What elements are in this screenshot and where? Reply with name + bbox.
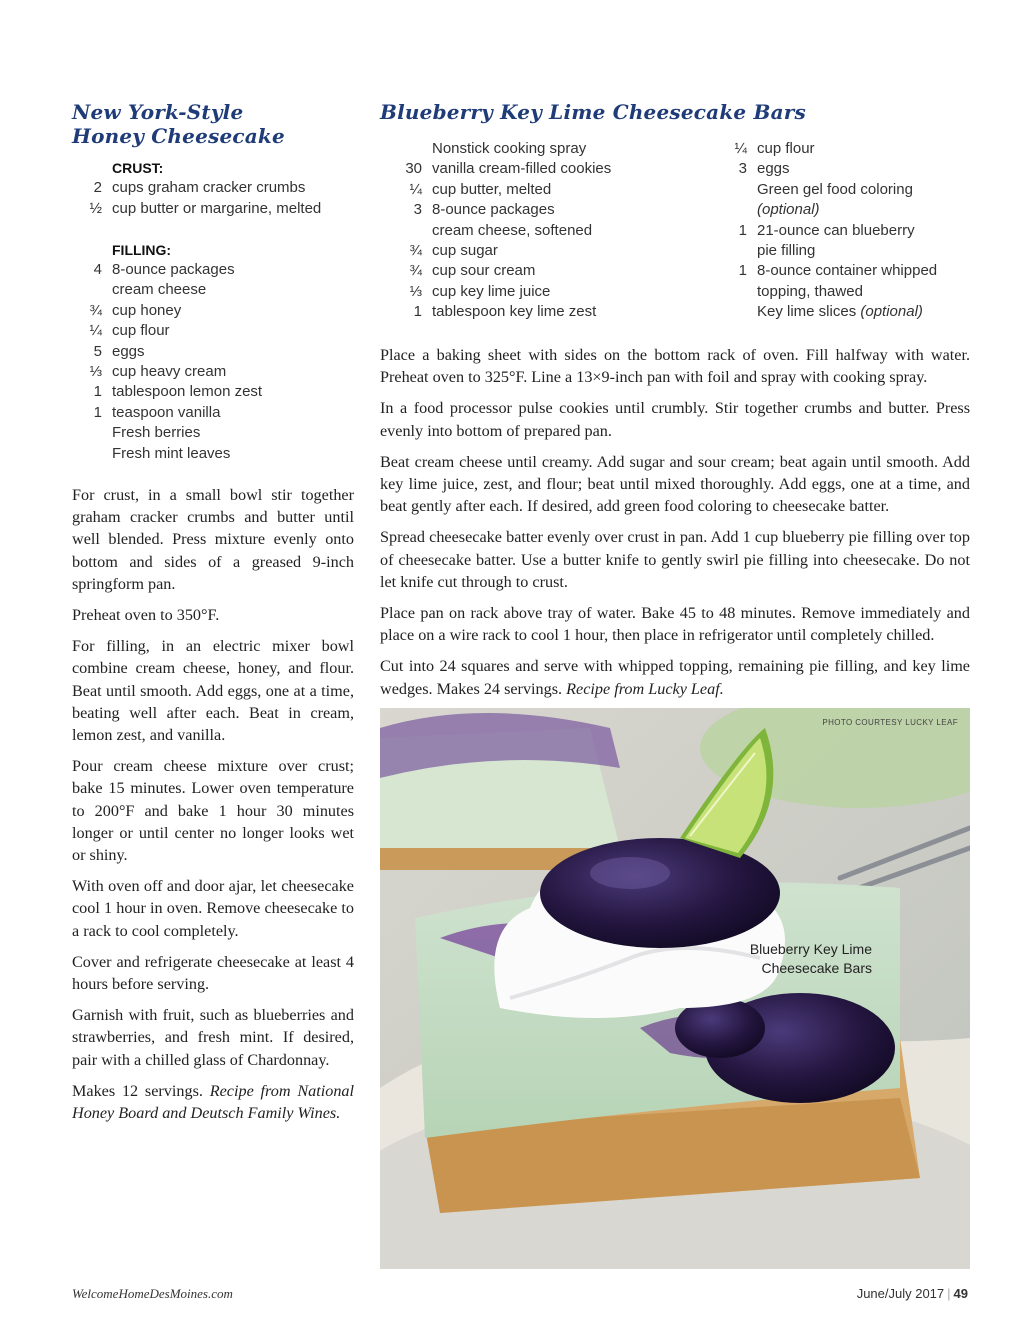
ingredient-row [72, 382, 354, 402]
ingredient-text: cream cheese [112, 281, 207, 299]
filling-list [72, 260, 354, 464]
ingredient-text: cup butter, melted [432, 180, 552, 198]
ingredient-text: pie filling [757, 242, 816, 260]
ingredient-qty: ¾ [409, 262, 422, 280]
ingredient-text: 8-ounce packages [432, 201, 555, 219]
ingredient-text: Nonstick cooking spray [432, 140, 587, 157]
footer-issue: June/July 2017 | 49 [856, 1286, 968, 1301]
ingredient-row [707, 139, 970, 159]
ingredient-row [72, 362, 354, 382]
ingredient-qty: ¼ [409, 180, 422, 198]
ingredient-row [72, 260, 354, 280]
ingredient-row [707, 282, 970, 302]
ingredient-text: cup sugar [432, 242, 498, 260]
ingredient-row [72, 423, 354, 443]
ingredient-row [72, 321, 354, 341]
ingredient-row [72, 444, 354, 464]
instruction-paragraph: Spread cheesecake batter evenly over crust in pan. Add 1 cup blueberry pie filling over top of cheesecake batter. Use a butter knife to gently swirl pie filling into cheesecake. Do not let knife cut through to crust. [380, 528, 970, 591]
ingredient-text: eggs [112, 342, 145, 360]
ingredient-row [380, 302, 707, 322]
ingredient-text: tablespoon key lime zest [432, 303, 597, 321]
ingredient-qty: 1 [738, 221, 747, 239]
ingredient-text: cup flour [757, 140, 815, 157]
photo-credit: PHOTO COURTESY LUCKY LEAF [822, 718, 958, 727]
ingredient-qty: 3 [738, 160, 747, 178]
ingredient-row [707, 159, 970, 179]
left-recipe-title: New York-Style Honey Cheesecake [72, 100, 285, 148]
cheesecake-illustration [380, 708, 970, 1269]
ingredient-qty [707, 200, 757, 220]
ingredient-qty: ¼ [734, 140, 747, 157]
crust-list [72, 178, 354, 219]
ingredient-text: cup honey [112, 301, 182, 319]
right-recipe-column [380, 100, 970, 323]
ingredient-qty [49, 444, 112, 464]
instruction-paragraph: Place a baking sheet with sides on the bottom rack of oven. Fill halfway with water. Preheat oven to 325°F. Line a 13×9-inch pan with foil and spray with cooking spray. [380, 346, 970, 387]
ingredient-qty [707, 241, 757, 261]
crust-heading: CRUST: [112, 160, 164, 176]
left-recipe-column [72, 100, 354, 464]
page-number: 49 [953, 1286, 968, 1301]
ingredient-qty [707, 282, 757, 302]
instruction-paragraph: Place pan on rack above tray of water. Bake 45 to 48 minutes. Remove immediately and place on a wire rack to cool 1 hour, then place in refrigerator until completely chilled. [380, 604, 970, 645]
cheesecake-photo [380, 708, 970, 1269]
ingredient-qty: 1 [413, 303, 422, 321]
ingredient-row [380, 180, 707, 200]
instruction-paragraph: Cover and refrigerate cheesecake at least 4 hours before serving. [72, 952, 354, 994]
ingredient-qty: 3 [413, 201, 422, 219]
ingredient-text: 21-ounce can blueberry [757, 221, 915, 239]
right-ingredients-col1 [380, 139, 707, 323]
right-closing: Cut into 24 squares and serve with whipped topping, remaining pie filling, and key lime wedges. Makes 24 servings. Recipe from Lucky Leaf. [380, 657, 970, 698]
instruction-paragraph: For filling, in an electric mixer bowl combine cream cheese, honey, and flour. Beat until smooth. Add eggs, one at a time, beating well after each. Beat in cream, lemon zest, and vanilla. [72, 637, 354, 745]
ingredient-text: (optional) [757, 201, 820, 219]
ingredient-text: eggs [757, 160, 790, 178]
right-recipe-credit: Recipe from Lucky Leaf. [566, 679, 724, 698]
ingredient-row [380, 221, 707, 241]
left-instructions [72, 484, 354, 1133]
instruction-paragraph: In a food processor pulse cookies until crumbly. Stir together crumbs and butter. Press evenly into bottom of prepared pan. [380, 399, 970, 440]
ingredient-text: cup butter or margarine, melted [112, 199, 322, 217]
ingredient-text: teaspoon vanilla [112, 403, 221, 421]
ingredient-row [380, 159, 707, 179]
ingredient-row [380, 139, 707, 159]
ingredient-text: tablespoon lemon zest [112, 383, 263, 401]
footer-website: WelcomeHomeDesMoines.com [72, 1286, 233, 1301]
ingredient-qty: 1 [738, 262, 747, 280]
left-ingredients [72, 158, 354, 464]
left-closing: Makes 12 servings. Recipe from National Honey Board and Deutsch Family Wines. [72, 1081, 354, 1123]
ingredient-qty: ⅓ [409, 282, 422, 300]
ingredient-row [72, 280, 354, 300]
ingredient-text: Fresh berries [112, 424, 201, 442]
ingredient-text: cream cheese, softened [432, 221, 593, 239]
ingredient-text: topping, thawed [757, 282, 863, 300]
ingredient-qty [49, 423, 112, 443]
ingredient-text: Fresh mint leaves [112, 444, 231, 462]
instruction-paragraph: Garnish with fruit, such as blueberries and strawberries, and fresh mint. If desired, pair with a chilled glass of Chardonnay. [72, 1006, 354, 1069]
ingredient-qty: ¾ [89, 301, 102, 319]
ingredient-row [380, 282, 707, 302]
ingredient-text: cup flour [112, 322, 170, 340]
ingredient-row [72, 403, 354, 423]
left-recipe-credit: Recipe from National Honey Board and Deutsch Family Wines. [72, 1081, 354, 1123]
ingredient-row [707, 221, 970, 241]
ingredient-qty: 30 [405, 160, 422, 178]
right-recipe-title: Blueberry Key Lime Cheesecake Bars [380, 100, 806, 124]
ingredient-row: Key lime slices (optional) [757, 303, 923, 321]
right-instructions [380, 344, 970, 709]
ingredient-text: cup key lime juice [432, 282, 551, 300]
ingredient-row [72, 301, 354, 321]
instruction-paragraph: Preheat oven to 350°F. [72, 606, 220, 625]
ingredient-text: 8-ounce container whipped [757, 262, 938, 280]
ingredient-qty: ½ [89, 199, 102, 217]
ingredient-text: Green gel food coloring [757, 180, 913, 198]
ingredient-qty: 4 [93, 261, 102, 279]
ingredient-text: 8-ounce packages [112, 261, 235, 279]
ingredient-qty: 5 [93, 342, 102, 360]
ingredient-row [72, 342, 354, 362]
instruction-paragraph: Beat cream cheese until creamy. Add sugar and sour cream; beat again until smooth. Add key lime juice, zest, and flour; beat until mixed thoroughly. Add eggs, one at a time, and beat gently after each. If desired, add green food coloring to cheesecake batter. [380, 452, 970, 516]
instruction-paragraph: Pour cream cheese mixture over crust; bake 15 minutes. Lower oven temperature to 200°F and bake 1 hour 30 minutes longer or until center no longer looks wet or shiny. [72, 757, 354, 865]
ingredient-text: vanilla cream-filled cookies [432, 160, 612, 178]
ingredient-row [380, 200, 707, 220]
ingredient-text: cup sour cream [432, 262, 536, 280]
ingredient-qty: ¾ [409, 242, 422, 260]
ingredient-qty: ¼ [89, 322, 102, 340]
ingredient-qty [707, 180, 757, 200]
ingredient-row [707, 241, 970, 261]
photo-caption: Blueberry Key Lime Cheesecake Bars [749, 941, 872, 976]
right-ingredients-col2 [707, 139, 970, 323]
ingredient-text: cup heavy cream [112, 363, 227, 381]
ingredient-row [707, 200, 970, 220]
ingredient-qty: 2 [93, 179, 102, 197]
instruction-paragraph: For crust, in a small bowl stir together graham cracker crumbs and butter until well blended. Press mixture evenly onto bottom and sides of a greased 9-inch springform pan. [72, 486, 354, 593]
ingredient-text: cups graham cracker crumbs [112, 179, 306, 197]
ingredient-row [380, 241, 707, 261]
ingredient-row [72, 178, 354, 198]
ingredient-row [380, 261, 707, 281]
ingredient-row [707, 261, 970, 281]
ingredient-qty [49, 280, 112, 300]
ingredient-qty [380, 221, 432, 241]
filling-heading: FILLING: [112, 241, 172, 258]
ingredient-row [707, 180, 970, 200]
ingredient-qty: 1 [93, 383, 102, 401]
ingredient-qty [380, 139, 432, 159]
ingredient-qty: 1 [93, 403, 102, 421]
ingredient-row [72, 199, 354, 219]
instruction-paragraph: With oven off and door ajar, let cheesecake cool 1 hour in oven. Remove cheesecake to a rack to cool completely. [72, 877, 354, 940]
ingredient-qty: ⅓ [89, 363, 102, 381]
right-ingredients [380, 139, 970, 323]
